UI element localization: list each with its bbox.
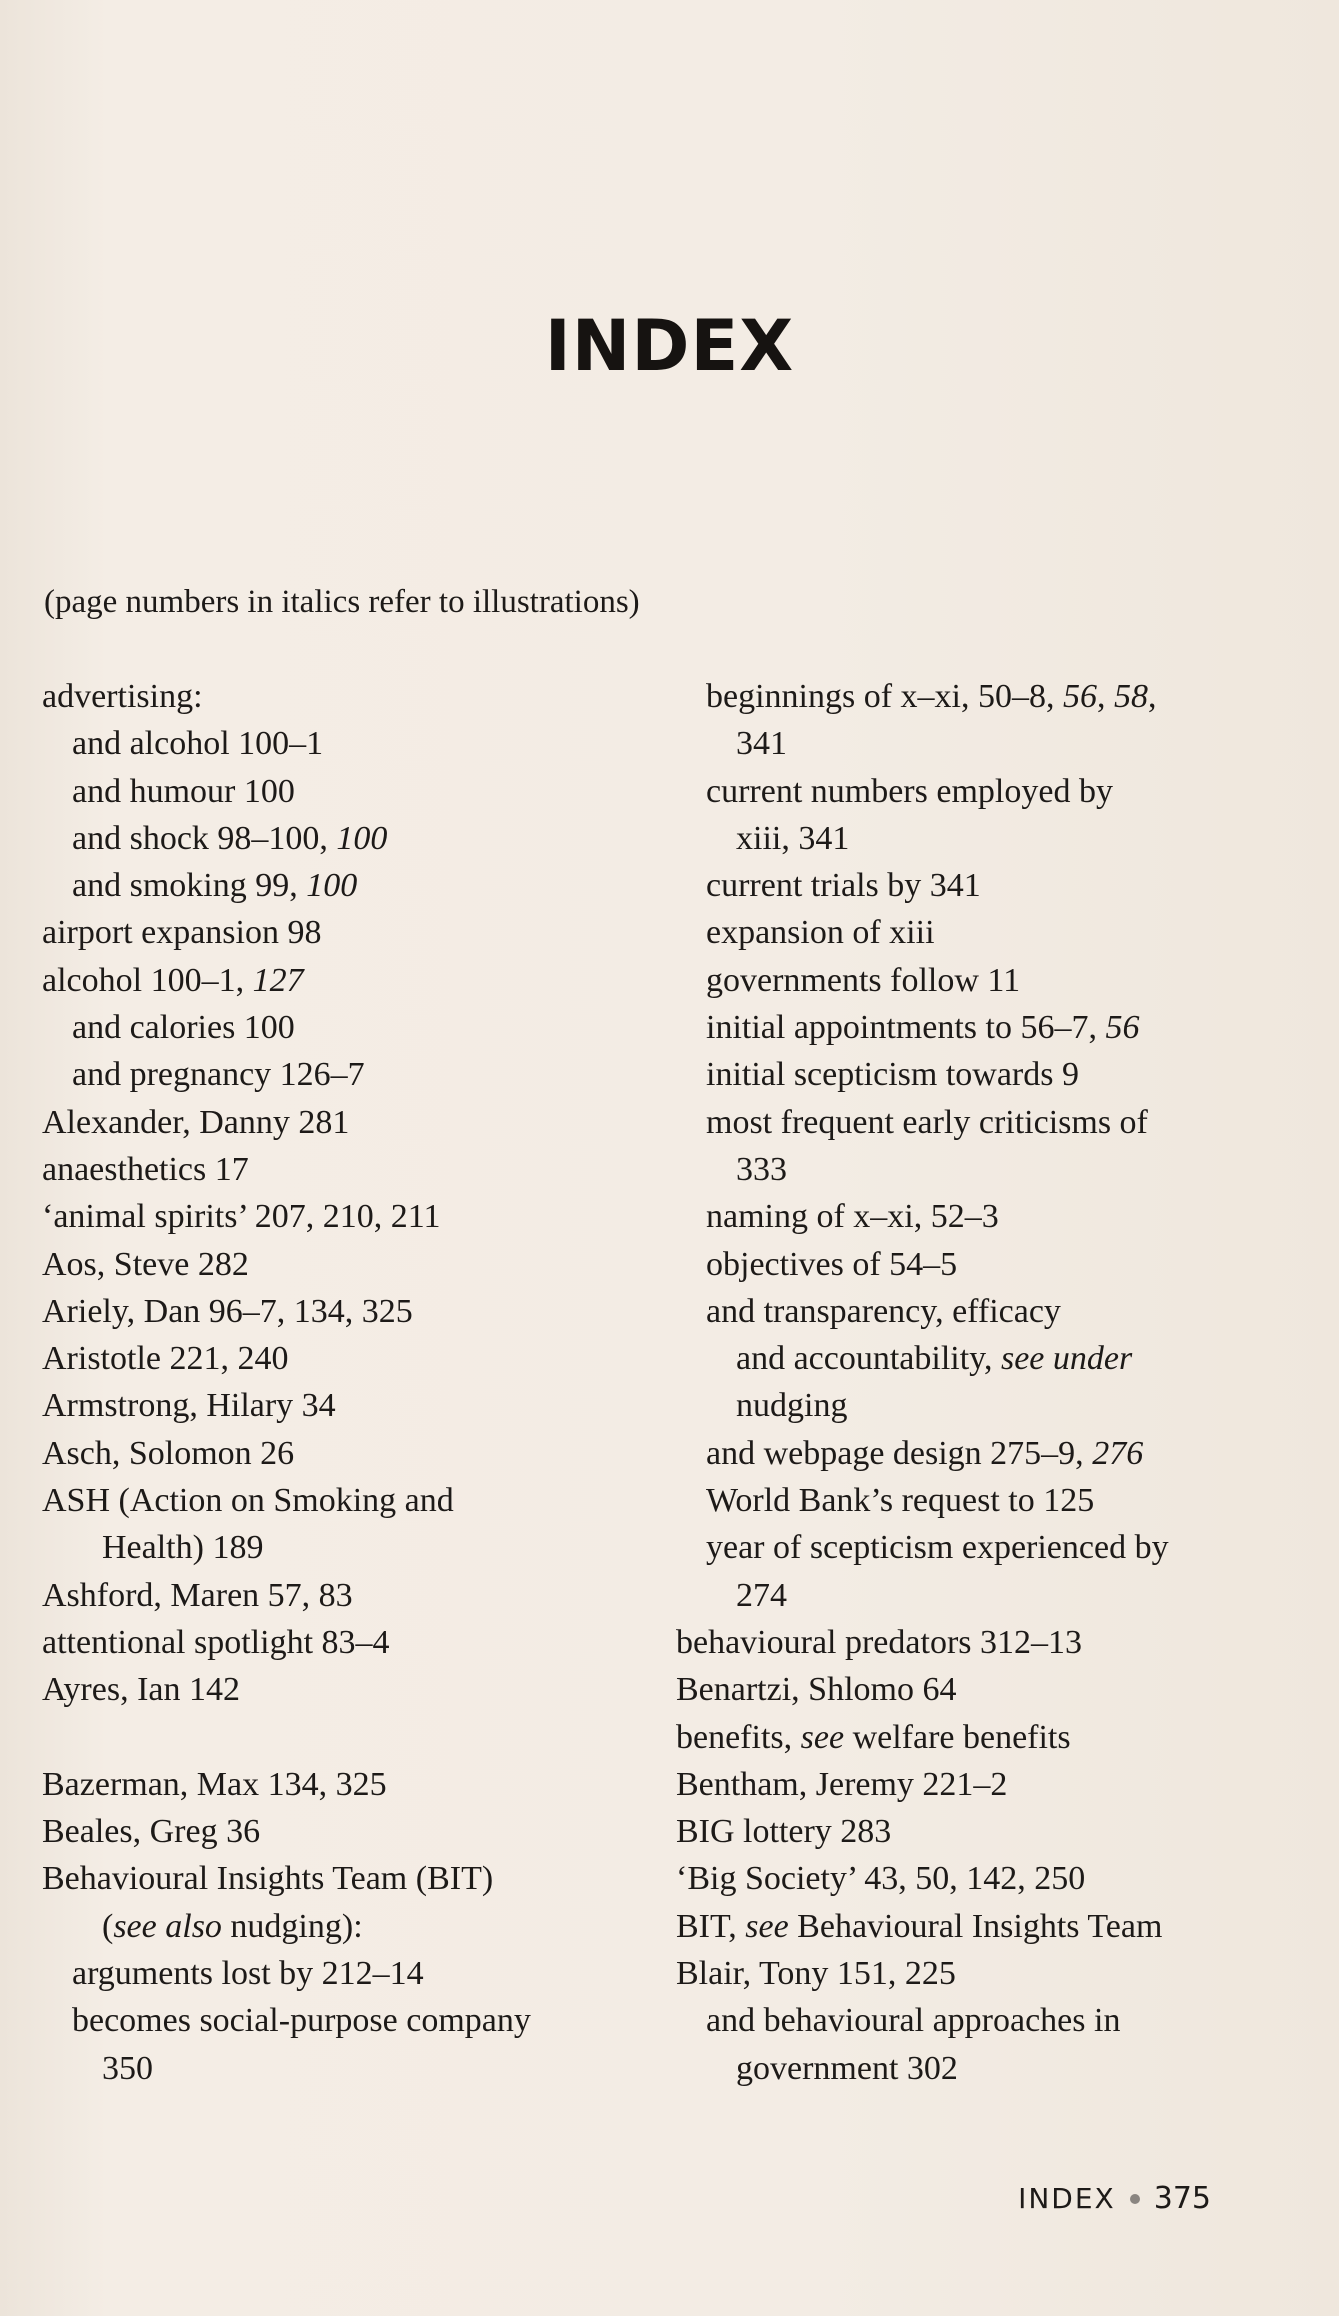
entry-text: ( [102, 1907, 114, 1945]
index-entry [42, 1193, 642, 1240]
entry-text: Blair, Tony 151, 225 [676, 1955, 956, 1993]
entry-text: beginnings of x–xi, 50–8, [706, 678, 1063, 715]
index-subentry [42, 2045, 642, 2092]
index-entry [42, 1855, 642, 1902]
index-subentry [676, 1997, 1316, 2044]
entry-text: and pregnancy 126–7 [72, 1056, 365, 1094]
index-subentry [676, 909, 1316, 956]
index-entry [42, 1335, 642, 1382]
index-entry [42, 1477, 642, 1524]
index-subentry [42, 1950, 642, 1997]
entry-text: benefits, [676, 1718, 801, 1756]
index-subentry [676, 720, 1316, 767]
index-entry [42, 909, 642, 956]
index-subentry [676, 1051, 1316, 1098]
entry-text: 274 [736, 1576, 787, 1614]
index-subentry [42, 1997, 642, 2044]
entry-text: Behavioural Insights Team [788, 1907, 1163, 1945]
index-subentry [42, 1524, 642, 1571]
index-subentry [676, 768, 1316, 815]
entry-text: current trials by 341 [706, 867, 981, 905]
index-subentry [676, 1193, 1316, 1240]
entry-text: expansion of xiii [706, 914, 935, 952]
index-entry [676, 1619, 1316, 1666]
italic-page-ref: see [745, 1907, 789, 1945]
index-subentry [676, 2045, 1316, 2092]
entry-text: most frequent early criticisms of [706, 1103, 1148, 1141]
entry-text: behavioural predators 312–13 [676, 1623, 1082, 1661]
index-group-gap [42, 1714, 642, 1761]
italic-page-ref: 56 [1105, 1009, 1140, 1047]
italic-page-ref: see [800, 1718, 845, 1756]
index-subentry [42, 720, 642, 767]
index-entry [676, 1855, 1316, 1902]
index-entry [42, 1241, 642, 1288]
entry-text: Ariely, Dan 96–7, 134, 325 [42, 1292, 413, 1330]
entry-text: and accountability, [736, 1340, 1001, 1378]
index-entry [676, 1761, 1316, 1808]
index-entry [42, 1666, 642, 1713]
entry-text: arguments lost by 212–14 [72, 1955, 424, 1993]
entry-text: and webpage design 275–9, [706, 1434, 1093, 1472]
index-entry [42, 1146, 642, 1193]
italic-page-ref: 100 [306, 867, 358, 905]
entry-text: Ayres, Ian 142 [42, 1671, 240, 1709]
entry-text: Bazerman, Max 134, 325 [42, 1765, 387, 1803]
index-subentry [676, 673, 1316, 720]
index-entry [676, 1666, 1316, 1713]
index-entry [42, 1761, 642, 1808]
entry-text: World Bank’s request to 125 [706, 1482, 1095, 1520]
entry-text: ‘Big Society’ 43, 50, 142, 250 [676, 1860, 1086, 1898]
entry-text: 350 [102, 2049, 153, 2087]
entry-text: anaesthetics 17 [42, 1150, 249, 1188]
italic-page-ref: 58 [1113, 678, 1148, 715]
footer-bullet-icon [1130, 2194, 1140, 2204]
index-subentry [676, 1524, 1316, 1571]
entry-text: 341 [736, 725, 787, 763]
index-subentry [676, 1382, 1316, 1429]
index-subentry [42, 1004, 642, 1051]
page-title: INDEX [544, 305, 795, 387]
index-subentry [676, 1477, 1316, 1524]
entry-text: and alcohol 100–1 [72, 725, 324, 763]
entry-text: BIT, [676, 1907, 746, 1945]
entry-text: and shock 98–100, [72, 819, 337, 857]
index-subentry [676, 957, 1316, 1004]
index-column-right [676, 673, 1316, 2092]
entry-text: and smoking 99, [72, 867, 307, 905]
page-footer [1018, 2181, 1211, 2216]
index-entry [42, 957, 642, 1004]
entry-text: Alexander, Danny 281 [42, 1103, 350, 1141]
index-subentry [676, 862, 1316, 909]
entry-text: xiii, 341 [736, 819, 850, 857]
index-note: (page numbers in italics refer to illustrations) [44, 584, 640, 620]
entry-text: and transparency, efficacy [706, 1292, 1061, 1330]
italic-page-ref: 276 [1092, 1434, 1144, 1472]
entry-text: advertising: [42, 678, 203, 715]
entry-text: alcohol 100–1, [42, 961, 253, 999]
index-subentry [676, 1335, 1316, 1382]
page-number: 375 [1153, 2181, 1211, 2216]
index-column-left [42, 673, 642, 2092]
entry-text: ASH (Action on Smoking and [42, 1482, 454, 1520]
entry-text: 333 [736, 1150, 787, 1188]
index-entry [676, 1808, 1316, 1855]
entry-text: attentional spotlight 83–4 [42, 1623, 390, 1661]
entry-text: BIG lottery 283 [676, 1813, 892, 1851]
entry-text: Asch, Solomon 26 [42, 1434, 295, 1472]
entry-text: airport expansion 98 [42, 914, 322, 952]
entry-text: Beales, Greg 36 [42, 1813, 261, 1851]
index-entry [42, 1572, 642, 1619]
entry-text: governments follow 11 [706, 961, 1021, 999]
entry-text: Armstrong, Hilary 34 [42, 1387, 336, 1425]
index-subentry [676, 815, 1316, 862]
italic-page-ref: see under [1000, 1340, 1133, 1378]
entry-text: , [1147, 678, 1157, 715]
index-entry [676, 1903, 1316, 1950]
italic-page-ref: see also [113, 1907, 222, 1945]
entry-text: naming of x–xi, 52–3 [706, 1198, 999, 1236]
entry-text: Bentham, Jeremy 221–2 [676, 1765, 1008, 1803]
index-entry [42, 1619, 642, 1666]
entry-text: Benartzi, Shlomo 64 [676, 1671, 957, 1709]
entry-text: , [1096, 678, 1114, 715]
entry-text: and calories 100 [72, 1009, 295, 1047]
entry-text: Health) 189 [102, 1529, 264, 1567]
entry-text: welfare benefits [844, 1718, 1071, 1756]
entry-text: becomes social-purpose company [72, 2002, 531, 2040]
entry-text: Ashford, Maren 57, 83 [42, 1576, 353, 1614]
entry-text: nudging [736, 1387, 848, 1425]
index-subentry [676, 1572, 1316, 1619]
index-subentry [42, 815, 642, 862]
index-entry [42, 1288, 642, 1335]
entry-text: current numbers employed by [706, 772, 1113, 810]
entry-text: initial scepticism towards 9 [706, 1056, 1079, 1094]
index-subentry [676, 1430, 1316, 1477]
entry-text: initial appointments to 56–7, [706, 1009, 1106, 1047]
index-entry [42, 1382, 642, 1429]
italic-page-ref: 127 [252, 961, 304, 999]
index-entry [676, 1950, 1316, 1997]
running-footer-title: INDEX [1018, 2182, 1116, 2215]
index-entry [42, 1430, 642, 1477]
italic-page-ref: 100 [336, 819, 388, 857]
index-subentry [42, 862, 642, 909]
entry-text: government 302 [736, 2049, 958, 2087]
entry-text: and humour 100 [72, 772, 295, 810]
index-subentry [42, 1051, 642, 1098]
index-subentry [42, 768, 642, 815]
index-entry [42, 1099, 642, 1146]
index-entry [676, 1714, 1316, 1761]
index-subentry [676, 1146, 1316, 1193]
index-entry [42, 1808, 642, 1855]
index-subentry [676, 1099, 1316, 1146]
entry-text: and behavioural approaches in [706, 2002, 1121, 2040]
entry-text: nudging): [221, 1907, 363, 1945]
entry-text: Behavioural Insights Team (BIT) [42, 1860, 494, 1898]
index-subentry [676, 1288, 1316, 1335]
index-subentry [676, 1241, 1316, 1288]
entry-text: year of scepticism experienced by [706, 1529, 1169, 1567]
entry-text: Aristotle 221, 240 [42, 1340, 289, 1378]
index-entry [42, 673, 642, 720]
italic-page-ref: 56 [1062, 678, 1097, 715]
entry-text: Aos, Steve 282 [42, 1245, 249, 1283]
entry-text: objectives of 54–5 [706, 1245, 958, 1283]
index-subentry [676, 1004, 1316, 1051]
entry-text: ‘animal spirits’ 207, 210, 211 [42, 1198, 441, 1236]
index-subentry [42, 1903, 642, 1950]
